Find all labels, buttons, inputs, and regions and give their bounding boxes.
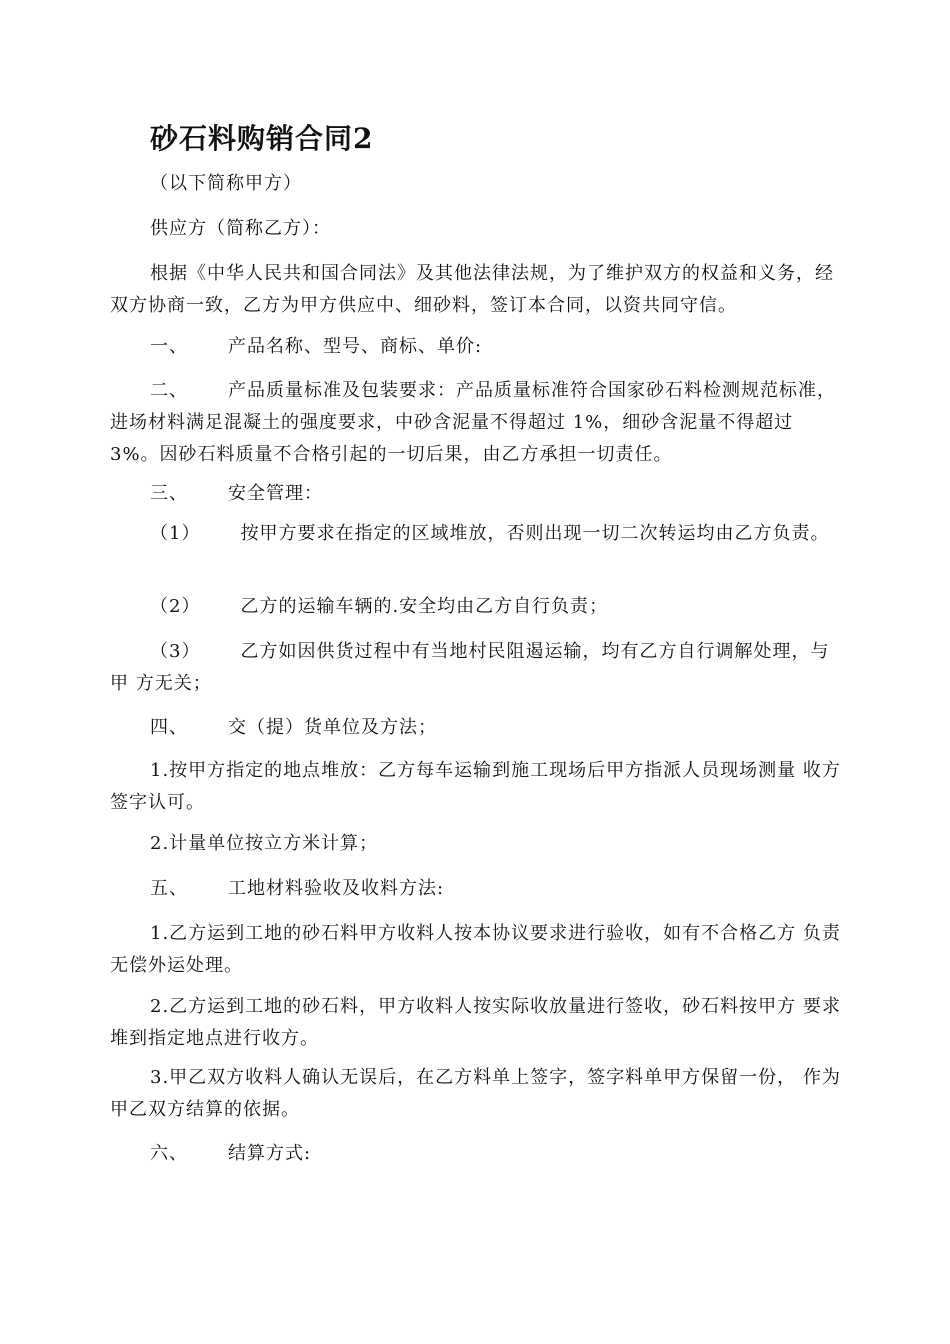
section-6-heading — [110, 1138, 845, 1170]
section-3-item-1 — [110, 518, 845, 550]
paragraph-text: 供应方（简称乙方）： — [150, 218, 331, 239]
section-number: 一、 — [150, 336, 188, 357]
item-number: （3） — [150, 641, 201, 662]
section-5-heading — [110, 873, 845, 905]
paragraph-text: 安全管理： — [228, 483, 323, 504]
section-number: 六、 — [150, 1143, 188, 1164]
paragraph-text: 1.按甲方指定的地点堆放：乙方每车运输到施工现场后甲方指派人员现场测量 收方签字认可。 — [110, 760, 841, 813]
paragraph-text: 乙方如因供货过程中有当地村民阻遏运输，均有乙方自行调解处理，与甲 方无关； — [110, 641, 830, 694]
section-3-item-2 — [110, 591, 845, 623]
section-2-quality — [110, 375, 845, 471]
section-number: 二、 — [150, 380, 188, 401]
item-number: （2） — [150, 596, 201, 617]
section-1-heading — [110, 331, 845, 363]
section-5-item-2 — [110, 991, 845, 1055]
paragraph-text: 产品名称、型号、商标、单价: — [228, 336, 483, 357]
item-number: （1） — [150, 523, 201, 544]
paragraph-text: 乙方的运输车辆的.安全均由乙方自行负责； — [240, 596, 609, 617]
paragraph-text: 根据《中华人民共和国合同法》及其他法律法规，为了维护双方的权益和义务，经双方协商一致，乙方为甲方供应中、细砂料，签订本合同，以资共同守信。 — [110, 263, 834, 316]
paragraph-party-a — [110, 168, 845, 200]
section-3-item-3 — [110, 636, 845, 700]
section-number: 五、 — [150, 878, 188, 899]
section-4-heading — [110, 712, 845, 744]
section-5-item-3 — [110, 1062, 845, 1126]
paragraph-text: 2.乙方运到工地的砂石料，甲方收料人按实际收放量进行签收，砂石料按甲方 要求堆到指定地点进行收方。 — [110, 996, 841, 1049]
section-number: 四、 — [150, 717, 188, 738]
section-4-item-2 — [110, 828, 845, 860]
paragraph-text: 产品质量标准及包装要求：产品质量标准符合国家砂石料检测规范标准， 进场材料满足混凝土的强度要求，中砂含泥量不得超过 1%，细砂含泥量不得超过 3%。因砂石料质量不合格引起的一切后果，由乙方承担一切责任。 — [110, 380, 836, 465]
document-title: 砂石料购销合同2 — [150, 121, 374, 155]
section-3-heading — [110, 478, 845, 510]
paragraph-text: 结算方式: — [228, 1143, 312, 1164]
paragraph-party-b — [110, 213, 845, 245]
paragraph-text: 交（提）货单位及方法； — [228, 717, 437, 738]
section-4-item-1 — [110, 755, 845, 819]
paragraph-text: 3.甲乙双方收料人确认无误后，在乙方料单上签字，签字料单甲方保留一份， 作为甲乙双方结算的依据。 — [110, 1067, 841, 1120]
paragraph-text: 按甲方要求在指定的区域堆放，否则出现一切二次转运均由乙方负责。 — [240, 523, 830, 544]
paragraph-text: 工地材料验收及收料方法: — [228, 878, 445, 899]
paragraph-text: 1.乙方运到工地的砂石料甲方收料人按本协议要求进行验收，如有不合格乙方 负责无偿外运处理。 — [110, 923, 841, 976]
paragraph-preamble — [110, 258, 845, 322]
paragraph-text: 2.计量单位按立方米计算； — [150, 833, 379, 854]
section-number: 三、 — [150, 483, 188, 504]
paragraph-text: （以下简称甲方） — [150, 173, 302, 194]
section-5-item-1 — [110, 918, 845, 982]
